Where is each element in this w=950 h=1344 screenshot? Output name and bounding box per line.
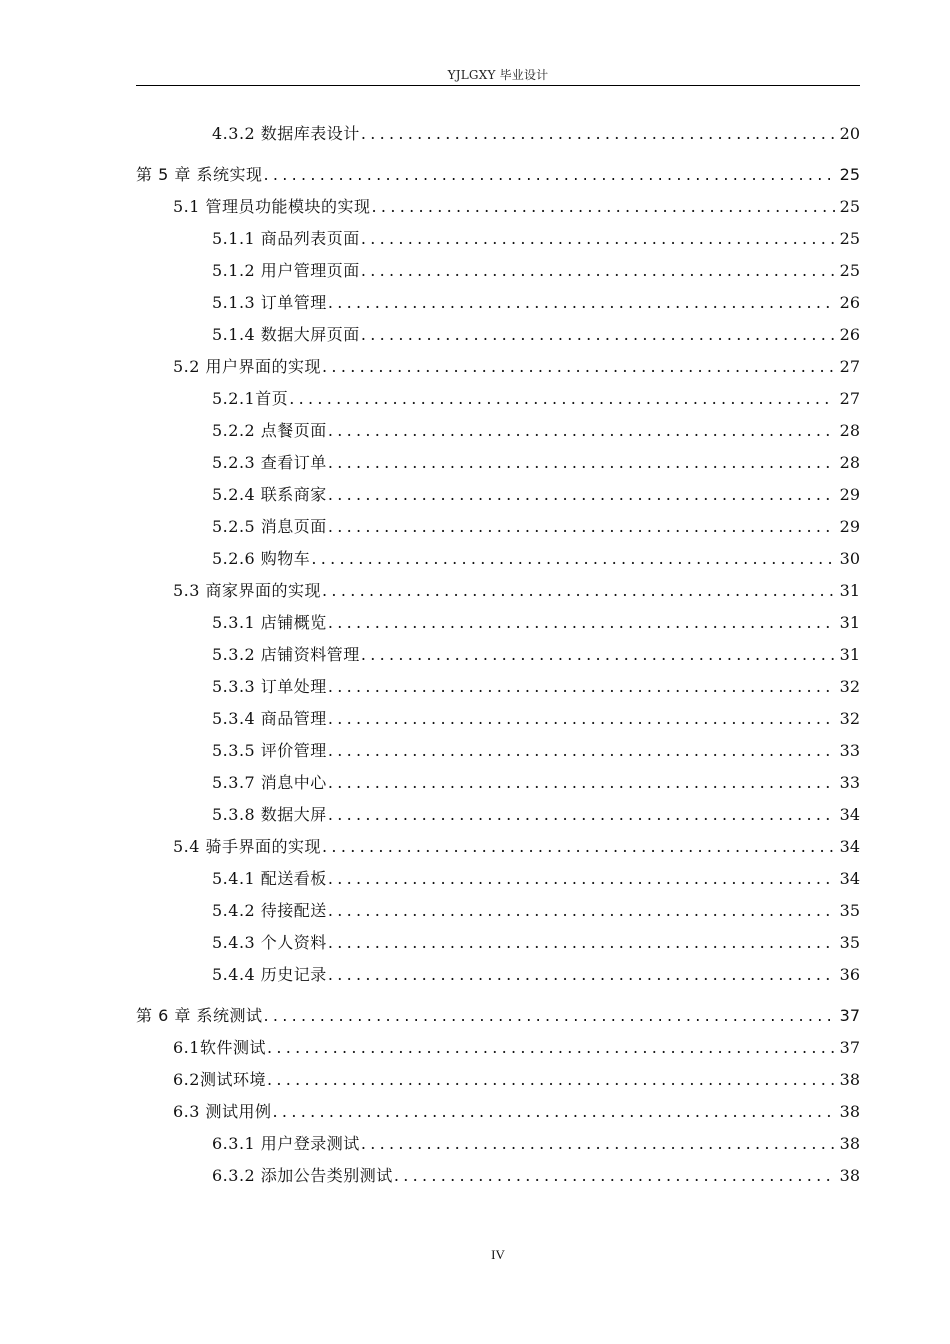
toc-entry-title: 5.1 管理员功能模块的实现 xyxy=(173,197,371,216)
toc-entry-title: 5.4.4 历史记录 xyxy=(212,965,327,984)
toc-entry-title: 第 5 章 系统实现 xyxy=(136,165,263,184)
toc-dot-leader xyxy=(328,671,835,703)
toc-chapter-entry[interactable] xyxy=(136,159,860,191)
toc-entry-page: 34 xyxy=(839,805,860,824)
toc-section-entry[interactable] xyxy=(136,1032,860,1064)
toc-entry-title: 5.2.2 点餐页面 xyxy=(212,421,327,440)
page-number: IV xyxy=(491,1247,505,1262)
toc-dot-leader xyxy=(328,799,835,831)
toc-entry-page: 29 xyxy=(839,517,860,536)
toc-section-entry[interactable] xyxy=(136,831,860,863)
toc-section-entry[interactable] xyxy=(136,1064,860,1096)
toc-subsection-entry[interactable] xyxy=(136,543,860,575)
toc-entry-title: 5.1.3 订单管理 xyxy=(212,293,327,312)
toc-dot-leader xyxy=(328,863,835,895)
toc-entry-title: 5.4.3 个人资料 xyxy=(212,933,327,952)
toc-subsection-entry[interactable] xyxy=(136,703,860,735)
toc-entry-title: 5.3.2 店铺资料管理 xyxy=(212,645,360,664)
toc-dot-leader xyxy=(311,543,835,575)
toc-subsection-entry[interactable] xyxy=(136,799,860,831)
toc-entry-title: 5.2.6 购物车 xyxy=(212,549,311,568)
toc-subsection-entry[interactable] xyxy=(136,607,860,639)
toc-dot-leader xyxy=(328,447,835,479)
toc-dot-leader xyxy=(372,191,835,223)
toc-entry-title: 5.4 骑手界面的实现 xyxy=(173,837,322,856)
toc-dot-leader xyxy=(322,351,835,383)
toc-dot-leader xyxy=(328,959,835,991)
toc-section-entry[interactable] xyxy=(136,191,860,223)
table-of-contents xyxy=(136,118,860,1192)
toc-dot-leader xyxy=(263,159,835,191)
toc-dot-leader xyxy=(289,383,835,415)
toc-subsection-entry[interactable] xyxy=(136,895,860,927)
toc-entry-title: 5.2.3 查看订单 xyxy=(212,453,327,472)
toc-entry-page: 34 xyxy=(839,869,860,888)
toc-entry-page: 26 xyxy=(839,293,860,312)
toc-entry-page: 30 xyxy=(839,549,860,568)
toc-dot-leader xyxy=(361,319,835,351)
toc-subsection-entry[interactable] xyxy=(136,319,860,351)
toc-entry-title: 5.4.1 配送看板 xyxy=(212,869,327,888)
toc-dot-leader xyxy=(361,223,835,255)
toc-dot-leader xyxy=(267,1064,835,1096)
toc-entry-page: 37 xyxy=(839,1006,860,1025)
toc-subsection-entry[interactable] xyxy=(136,118,860,150)
toc-entry-page: 35 xyxy=(839,901,860,920)
toc-entry-title: 6.3.1 用户登录测试 xyxy=(212,1134,360,1153)
toc-entry-title: 6.3 测试用例 xyxy=(173,1102,272,1121)
toc-entry-title: 5.3.7 消息中心 xyxy=(212,773,327,792)
toc-entry-page: 31 xyxy=(839,645,860,664)
toc-dot-leader xyxy=(322,575,835,607)
toc-entry-page: 29 xyxy=(839,485,860,504)
toc-subsection-entry[interactable] xyxy=(136,287,860,319)
toc-entry-title: 5.3.3 订单处理 xyxy=(212,677,327,696)
toc-dot-leader xyxy=(361,255,835,287)
toc-entry-title: 5.3.4 商品管理 xyxy=(212,709,327,728)
toc-entry-page: 28 xyxy=(839,421,860,440)
toc-entry-title: 6.2测试环境 xyxy=(173,1070,266,1089)
toc-dot-leader xyxy=(361,1128,835,1160)
toc-subsection-entry[interactable] xyxy=(136,479,860,511)
toc-entry-page: 34 xyxy=(839,837,860,856)
toc-entry-page: 38 xyxy=(839,1102,860,1121)
toc-subsection-entry[interactable] xyxy=(136,671,860,703)
toc-entry-page: 27 xyxy=(839,357,860,376)
header-rule xyxy=(136,85,860,86)
toc-entry-title: 5.2.4 联系商家 xyxy=(212,485,327,504)
toc-dot-leader xyxy=(361,118,835,150)
toc-entry-page: 33 xyxy=(839,741,860,760)
toc-chapter-entry[interactable] xyxy=(136,1000,860,1032)
toc-entry-page: 27 xyxy=(839,389,860,408)
toc-entry-page: 38 xyxy=(839,1166,860,1185)
toc-dot-leader xyxy=(328,895,835,927)
toc-dot-leader xyxy=(328,767,835,799)
toc-subsection-entry[interactable] xyxy=(136,415,860,447)
toc-entry-title: 5.4.2 待接配送 xyxy=(212,901,327,920)
toc-entry-page: 25 xyxy=(839,197,860,216)
toc-entry-title: 5.1.2 用户管理页面 xyxy=(212,261,360,280)
toc-entry-page: 37 xyxy=(839,1038,860,1057)
toc-entry-page: 20 xyxy=(839,124,860,143)
toc-subsection-entry[interactable] xyxy=(136,767,860,799)
toc-subsection-entry[interactable] xyxy=(136,639,860,671)
toc-entry-page: 25 xyxy=(839,229,860,248)
toc-entry-page: 28 xyxy=(839,453,860,472)
toc-subsection-entry[interactable] xyxy=(136,959,860,991)
toc-dot-leader xyxy=(328,415,835,447)
toc-dot-leader xyxy=(328,735,835,767)
toc-subsection-entry[interactable] xyxy=(136,735,860,767)
toc-dot-leader xyxy=(328,927,835,959)
toc-subsection-entry[interactable] xyxy=(136,223,860,255)
toc-entry-title: 第 6 章 系统测试 xyxy=(136,1006,263,1025)
toc-entry-page: 36 xyxy=(839,965,860,984)
toc-subsection-entry[interactable] xyxy=(136,511,860,543)
toc-dot-leader xyxy=(322,831,835,863)
toc-entry-title: 5.3.8 数据大屏 xyxy=(212,805,327,824)
toc-entry-title: 5.1.1 商品列表页面 xyxy=(212,229,360,248)
toc-dot-leader xyxy=(267,1032,835,1064)
toc-dot-leader xyxy=(328,511,835,543)
toc-dot-leader xyxy=(394,1160,835,1192)
toc-subsection-entry[interactable] xyxy=(136,255,860,287)
toc-entry-title: 4.3.2 数据库表设计 xyxy=(212,124,360,143)
toc-entry-title: 5.3.5 评价管理 xyxy=(212,741,327,760)
page-header: YJLGXY 毕业设计 xyxy=(447,68,549,82)
toc-entry-page: 38 xyxy=(839,1134,860,1153)
toc-subsection-entry[interactable] xyxy=(136,863,860,895)
toc-subsection-entry[interactable] xyxy=(136,447,860,479)
toc-section-entry[interactable] xyxy=(136,575,860,607)
toc-subsection-entry[interactable] xyxy=(136,1128,860,1160)
toc-dot-leader xyxy=(328,703,835,735)
toc-entry-title: 5.2.1首页 xyxy=(212,389,289,408)
toc-dot-leader xyxy=(328,607,835,639)
toc-entry-page: 26 xyxy=(839,325,860,344)
toc-entry-title: 5.2 用户界面的实现 xyxy=(173,357,322,376)
toc-entry-title: 5.1.4 数据大屏页面 xyxy=(212,325,360,344)
toc-entry-title: 5.3 商家界面的实现 xyxy=(173,581,322,600)
toc-entry-page: 31 xyxy=(839,613,860,632)
toc-entry-title: 6.1软件测试 xyxy=(173,1038,266,1057)
toc-entry-page: 31 xyxy=(839,581,860,600)
toc-dot-leader xyxy=(328,287,835,319)
toc-entry-page: 32 xyxy=(839,709,860,728)
toc-subsection-entry[interactable] xyxy=(136,927,860,959)
toc-dot-leader xyxy=(273,1096,835,1128)
toc-entry-title: 6.3.2 添加公告类别测试 xyxy=(212,1166,393,1185)
toc-entry-page: 32 xyxy=(839,677,860,696)
toc-entry-title: 5.2.5 消息页面 xyxy=(212,517,327,536)
toc-entry-title: 5.3.1 店铺概览 xyxy=(212,613,327,632)
toc-subsection-entry[interactable] xyxy=(136,383,860,415)
toc-entry-page: 25 xyxy=(839,261,860,280)
toc-subsection-entry[interactable] xyxy=(136,1160,860,1192)
toc-section-entry[interactable] xyxy=(136,1096,860,1128)
toc-entry-page: 33 xyxy=(839,773,860,792)
toc-dot-leader xyxy=(263,1000,835,1032)
toc-dot-leader xyxy=(328,479,835,511)
toc-entry-page: 25 xyxy=(839,165,860,184)
toc-entry-page: 38 xyxy=(839,1070,860,1089)
toc-dot-leader xyxy=(361,639,835,671)
toc-section-entry[interactable] xyxy=(136,351,860,383)
toc-entry-page: 35 xyxy=(839,933,860,952)
